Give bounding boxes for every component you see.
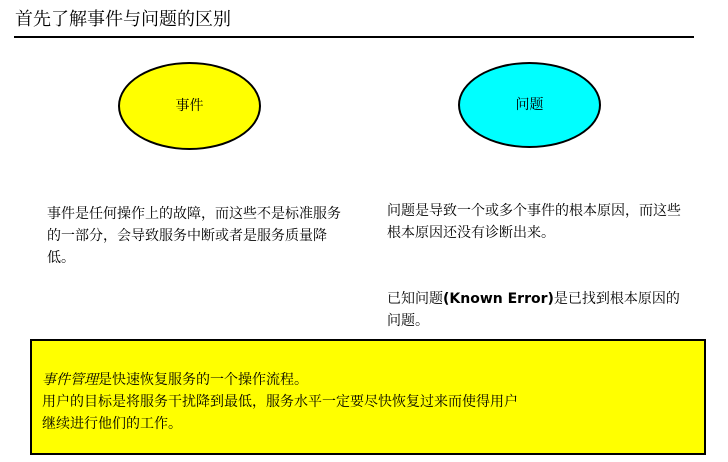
incident-definition-term: 事件: [47, 206, 75, 222]
incident-management-term: 事件管理: [42, 372, 98, 388]
incident-management-line-1: [42, 369, 704, 391]
incident-management-line-3: 继续进行他们的工作。: [42, 416, 182, 432]
problem-definition: [387, 200, 692, 244]
incident-management-line-1-text: 是快速恢复服务的一个操作流程。: [98, 372, 308, 388]
incident-ellipse: [118, 62, 261, 150]
known-error-definition: [387, 288, 692, 332]
incident-management-callout: [30, 339, 706, 455]
known-error-term: 已知问题: [387, 291, 443, 307]
problem-ellipse-label: 问题: [515, 97, 544, 113]
known-error-term-english: (Known Error): [443, 291, 554, 307]
slide-title: 首先了解事件与问题的区别: [15, 9, 231, 30]
title-underline: [14, 36, 694, 38]
known-error-definition-text: 是已找到根本原因的问题。: [387, 291, 680, 329]
incident-ellipse-label: 事件: [175, 98, 204, 114]
problem-definition-text: 是导致一个或多个事件的根本原因，而这些根本原因还没有诊断出来。: [387, 203, 681, 241]
problem-ellipse: [458, 62, 601, 148]
problem-definition-term: 问题: [387, 203, 415, 219]
incident-definition-text: 是任何操作上的故障，而这些不是标准服务的一部分，会导致服务中断或者是服务质量降低。: [47, 206, 341, 266]
incident-management-line-2: 用户的目标是将服务干扰降到最低，服务水平一定要尽快恢复过来而使得用户: [42, 394, 518, 410]
incident-definition: [47, 203, 347, 269]
